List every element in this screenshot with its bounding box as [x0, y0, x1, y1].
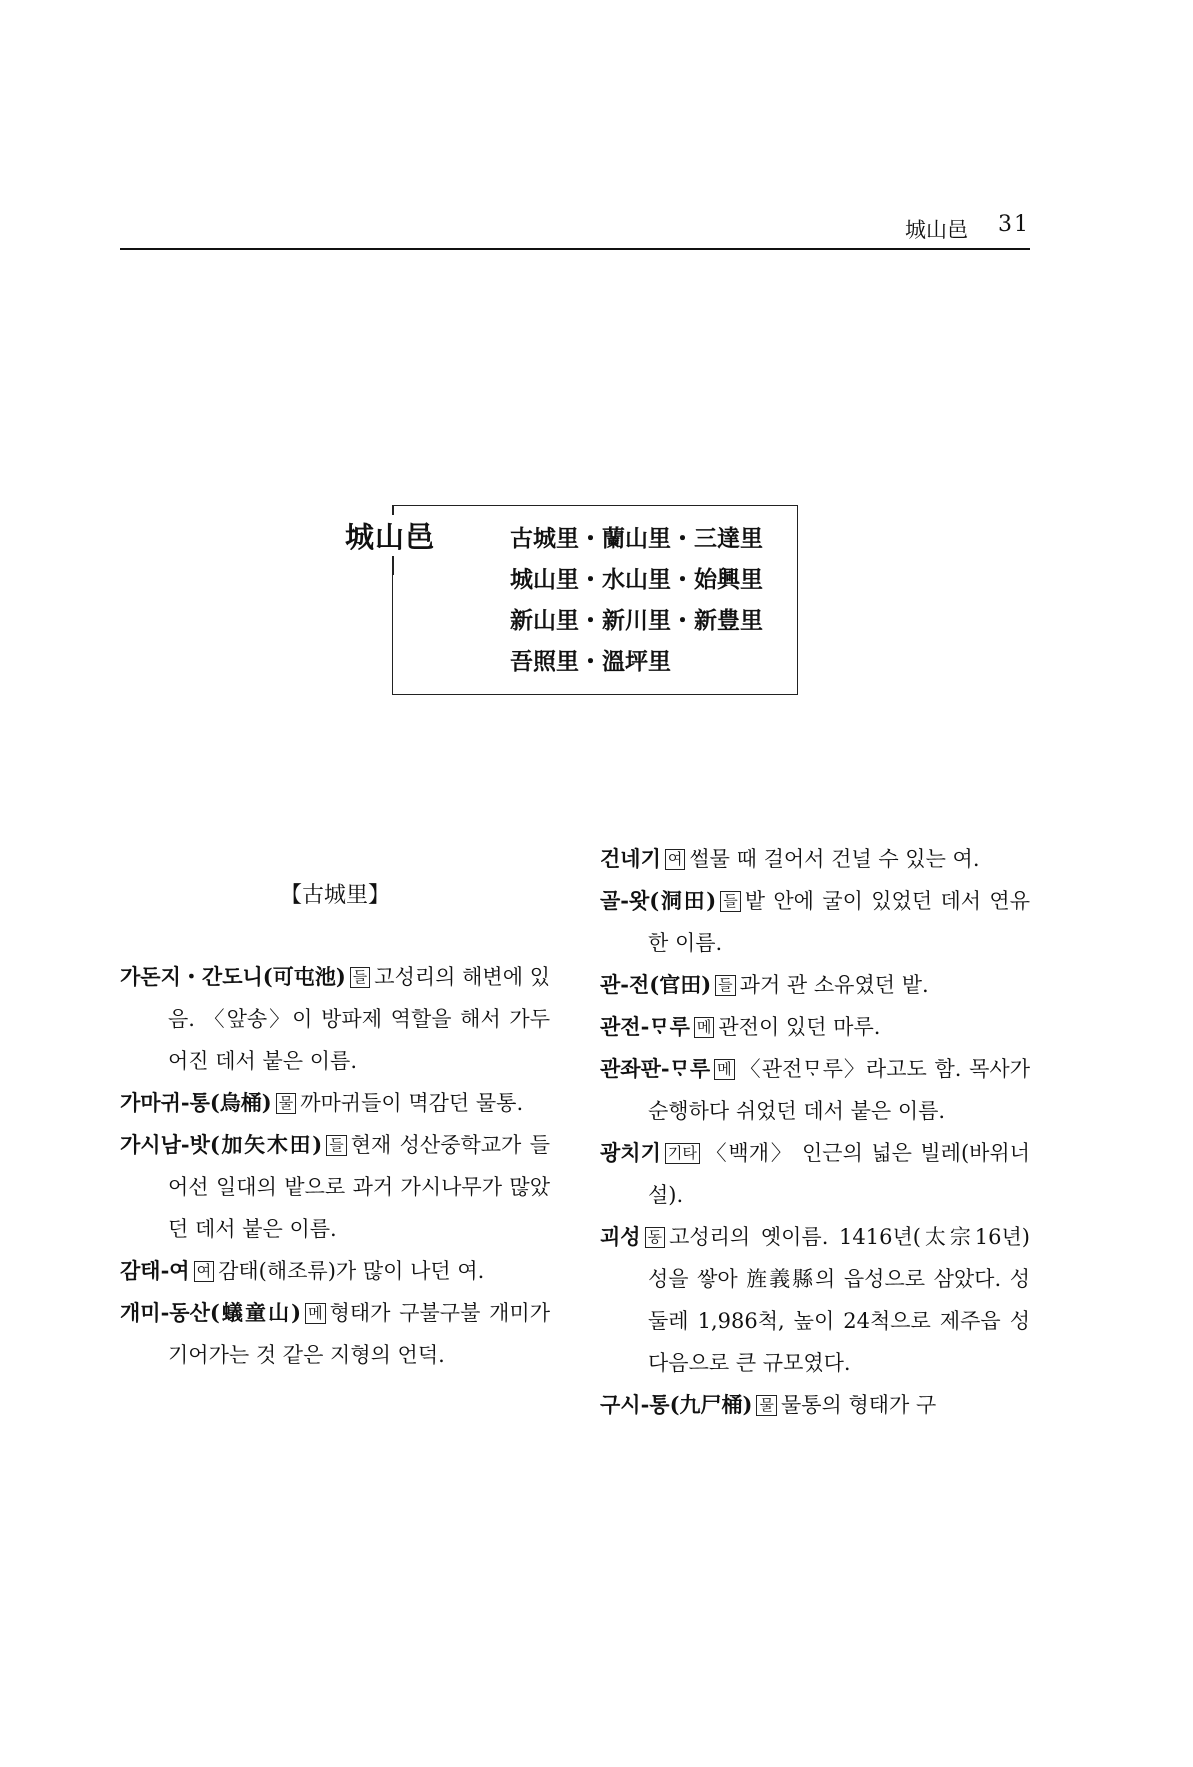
village-line: 吾照里・溫坪里	[510, 648, 671, 675]
running-head	[120, 210, 1030, 250]
entry-headword: 골-왓(洞田)	[600, 888, 717, 913]
entry	[600, 964, 1030, 1006]
entry-text: 썰물 때 걸어서 건널 수 있는 여.	[689, 847, 980, 871]
entry-category-tag: 메	[714, 1059, 735, 1080]
entry-headword: 구시-통(九尸桶)	[600, 1392, 753, 1417]
entry-text: 밭 안에 굴이 있었던 데서 연유한 이름.	[648, 889, 1030, 955]
entry-text: 〈백개〉 인근의 넓은 빌레(바위너설).	[648, 1141, 1030, 1207]
entry-category-tag: 동	[645, 1227, 666, 1248]
entry	[600, 1006, 1030, 1048]
entry-category-tag: 들	[350, 967, 371, 988]
page-number: 31	[998, 212, 1030, 237]
left-column	[120, 838, 550, 1376]
entry-category-tag: 메	[305, 1303, 326, 1324]
entry-category-tag: 물	[276, 1093, 297, 1114]
entry-text: 까마귀들이 멱감던 물통.	[300, 1091, 524, 1115]
entry-text: 형태가 구불구불 개미가 기어가는 것 같은 지형의 언덕.	[168, 1301, 551, 1367]
entry-text: 물통의 형태가 구	[780, 1393, 937, 1417]
entry-headword: 관좌판-ᄆᆞ루	[600, 1056, 711, 1081]
village-line: 古城里・蘭山里・三達里	[510, 525, 763, 552]
entry-text: 고성리의 옛이름. 1416년(太宗16년) 성을 쌓아 旌義縣의 읍성으로 삼았다. 성 둘레 1,986척, 높이 24척으로 제주읍 성 다음으로 큰 규모였다.	[648, 1225, 1030, 1375]
entry	[120, 1082, 550, 1124]
entry	[600, 880, 1030, 964]
entry-headword: 가마귀-통(烏桶)	[120, 1090, 272, 1115]
entry	[120, 1250, 550, 1292]
entry	[120, 956, 550, 1082]
entry-headword: 가시남-밧(加矢木田)	[120, 1132, 323, 1157]
entry-headword: 관전-ᄆᆞ루	[600, 1014, 690, 1039]
entry-category-tag: 기타	[665, 1143, 700, 1164]
entry-text: 현재 성산중학교가 들어선 일대의 밭으로 과거 가시나무가 많았던 데서 붙은 이름.	[168, 1133, 550, 1241]
entry-headword: 개미-동산(蟻童山)	[120, 1300, 302, 1325]
entry-headword: 가돈지・간도니(可屯池)	[120, 964, 346, 989]
entry-headword: 감태-여	[120, 1258, 190, 1283]
entry	[600, 838, 1030, 880]
village-list	[510, 518, 763, 682]
entry-category-tag: 들	[720, 891, 741, 912]
village-line: 新山里・新川里・新豊里	[510, 607, 763, 634]
district-name: 城山邑	[345, 515, 439, 556]
entry	[600, 1132, 1030, 1216]
running-head-title: 城山邑	[905, 218, 968, 242]
entry	[120, 1124, 550, 1250]
entry-category-tag: 여	[194, 1261, 215, 1282]
entry-category-tag: 들	[715, 975, 736, 996]
entry-text: 감태(해조류)가 많이 나던 여.	[218, 1259, 485, 1283]
entry-category-tag: 여	[665, 849, 686, 870]
entry-text: 고성리의 해변에 있음. 〈앞송〉이 방파제 역할을 해서 가두어진 데서 붙은 이름.	[168, 965, 551, 1073]
entry-category-tag: 물	[756, 1395, 777, 1416]
entry-category-tag: 메	[694, 1017, 715, 1038]
entry-text: 과거 관 소유였던 밭.	[739, 973, 929, 997]
entry-headword: 광치기	[600, 1140, 661, 1165]
entry-text: 〈관전ᄆᆞ루〉라고도 함. 목사가 순행하다 쉬었던 데서 붙은 이름.	[648, 1057, 1030, 1123]
entry-headword: 건네기	[600, 846, 661, 871]
right-column	[600, 838, 1030, 1426]
entry-headword: 괴성	[600, 1224, 641, 1249]
entry	[600, 1384, 1030, 1426]
entry-text: 관전이 있던 마루.	[718, 1015, 881, 1039]
entry	[600, 1216, 1030, 1384]
section-heading: 【古城里】	[279, 883, 390, 908]
entry	[600, 1048, 1030, 1132]
entry-headword: 관-전(官田)	[600, 972, 712, 997]
entry	[120, 1292, 550, 1376]
village-line: 城山里・水山里・始興里	[510, 566, 763, 593]
entry-category-tag: 들	[326, 1135, 347, 1156]
